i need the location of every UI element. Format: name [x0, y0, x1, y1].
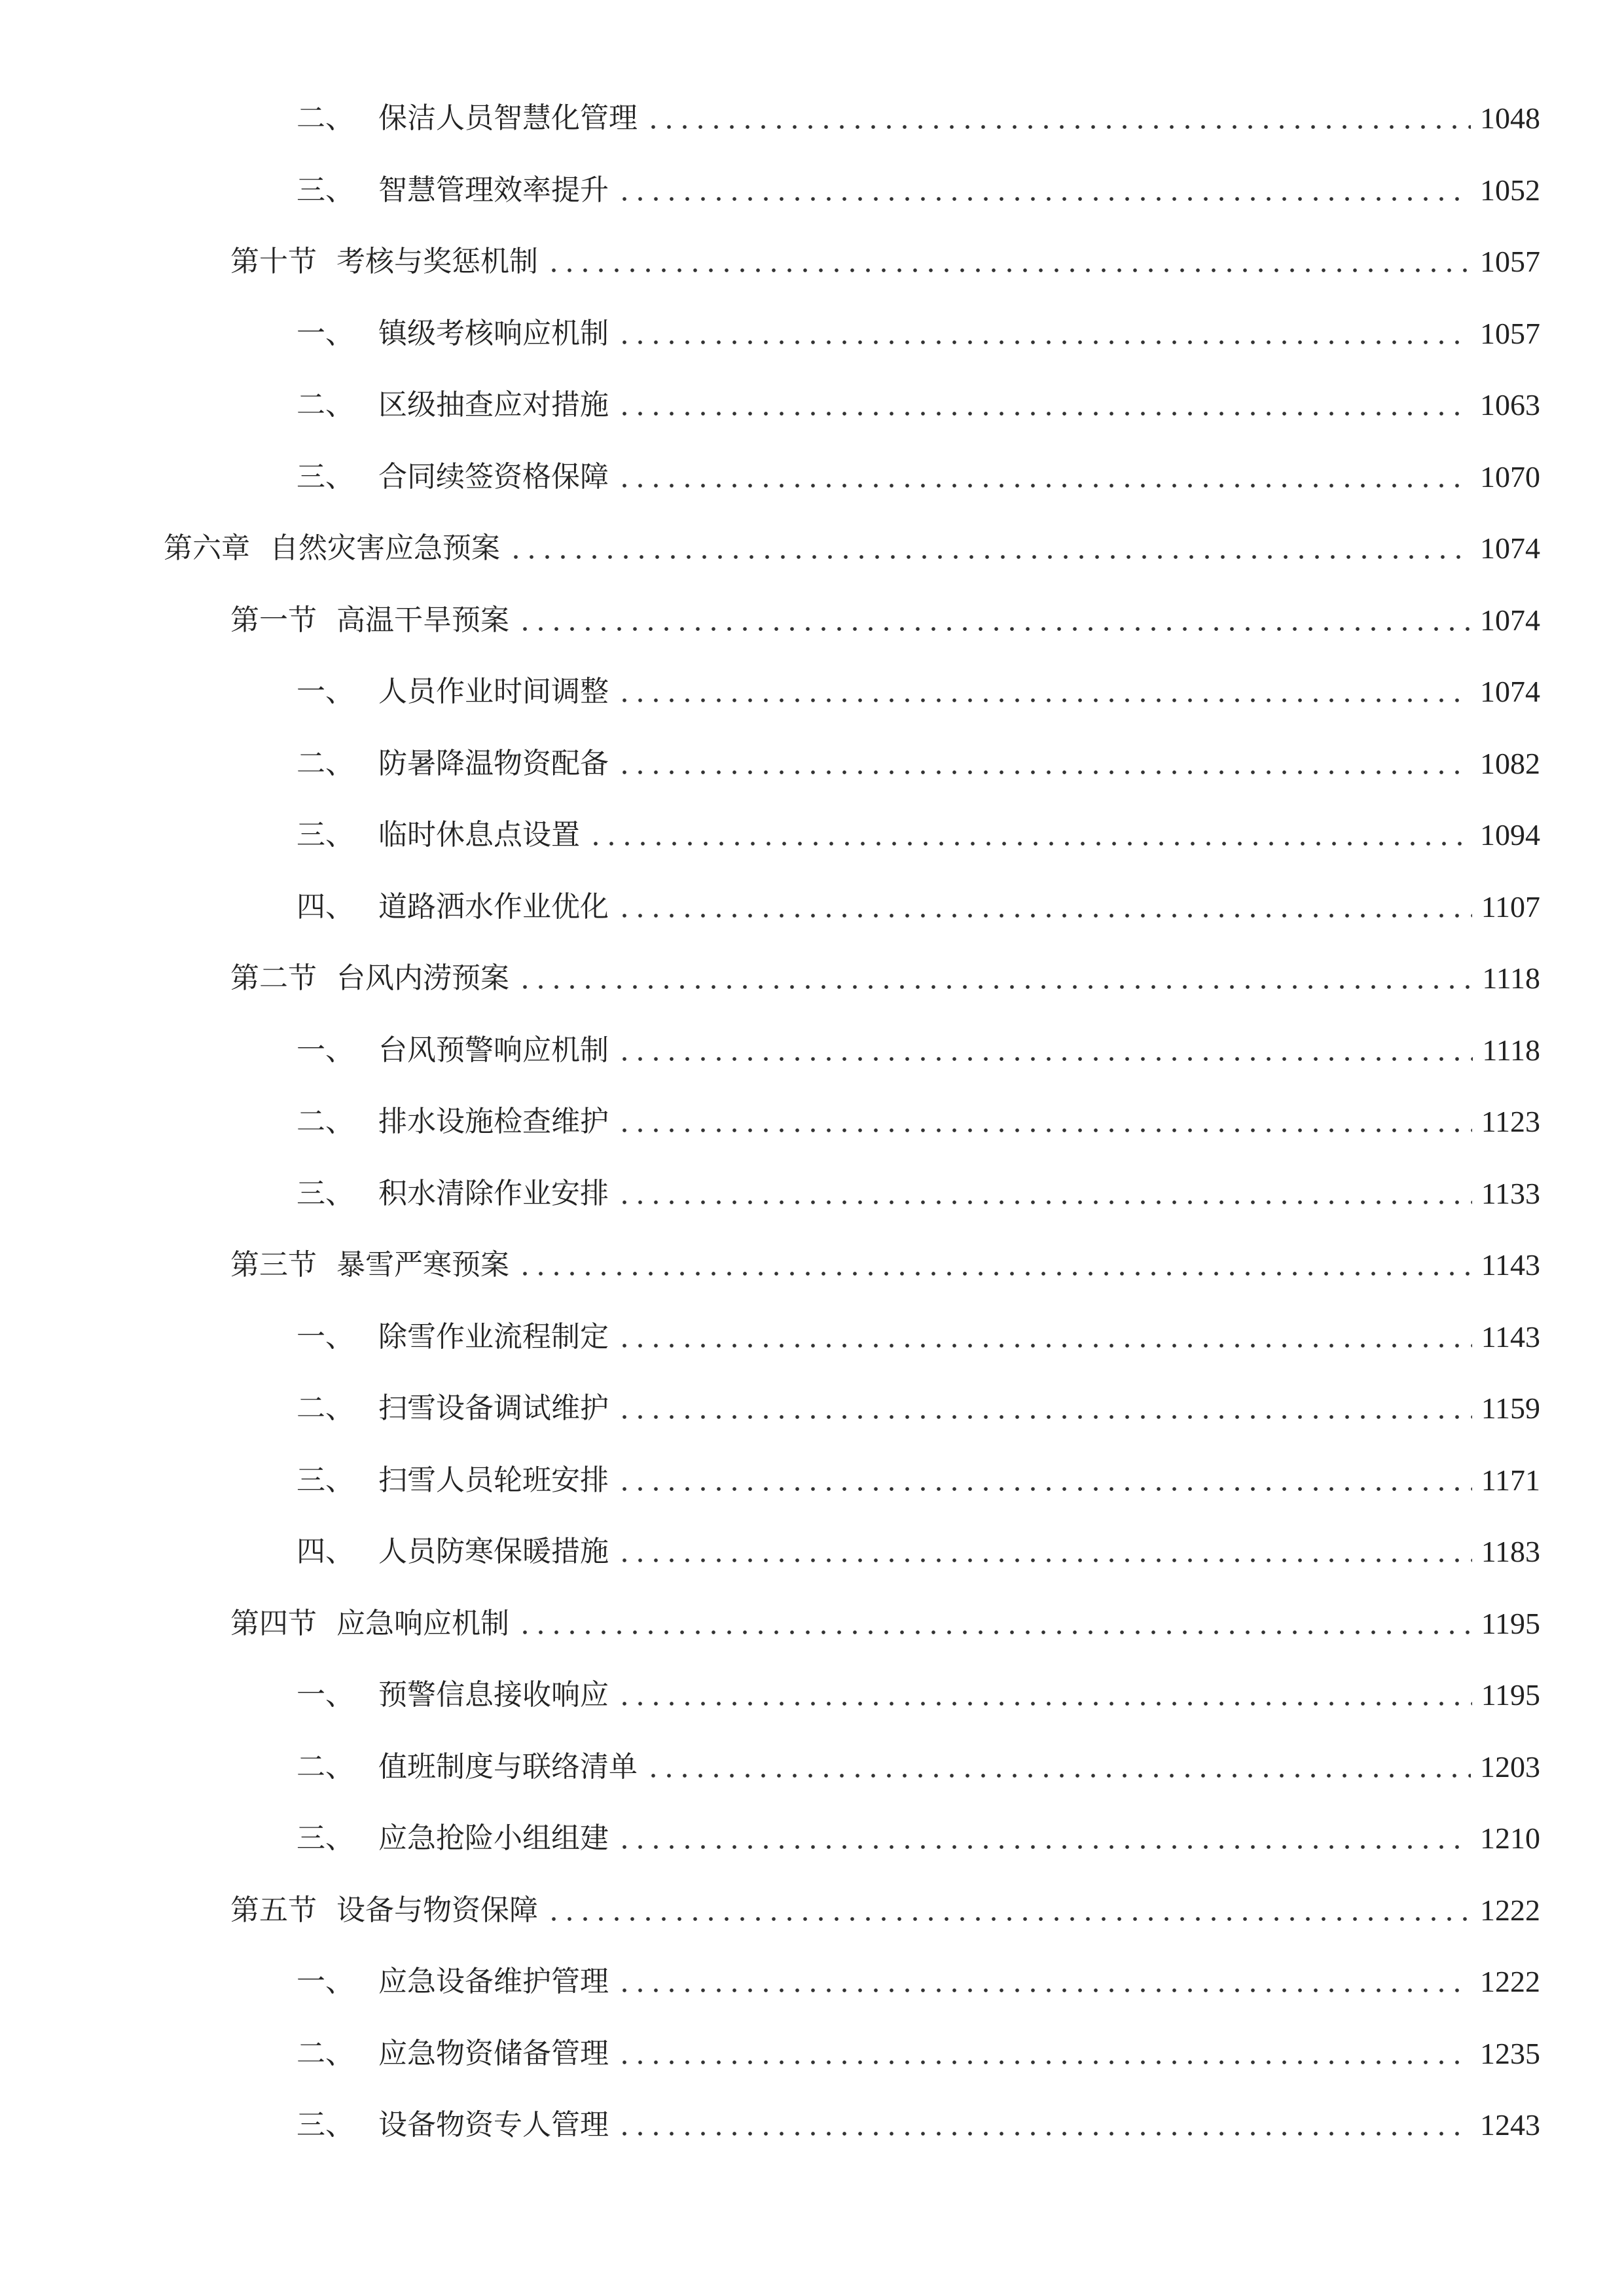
toc-subsection-entry[interactable] — [297, 308, 1540, 360]
toc-entry-number: 第三节 — [230, 1248, 317, 1282]
toc-entry-title: 暴雪严寒预案 — [336, 1248, 509, 1282]
toc-entry-title: 区级抽查应对措施 — [378, 388, 609, 422]
toc-chapter-entry[interactable] — [164, 522, 1540, 575]
toc-subsection-entry[interactable] — [297, 164, 1540, 217]
toc-entry-title: 扫雪人员轮班安排 — [378, 1463, 609, 1497]
toc-page-number: 1210 — [1480, 1821, 1540, 1855]
toc-dot-leader — [617, 1343, 1472, 1348]
toc-dot-leader — [617, 340, 1471, 345]
toc-section-entry[interactable] — [230, 1239, 1540, 1291]
toc-entry-number: 二、 — [297, 1105, 354, 1138]
toc-subsection-entry[interactable] — [297, 1024, 1540, 1077]
toc-page-number: 1048 — [1480, 101, 1540, 135]
toc-dot-leader — [645, 124, 1471, 130]
toc-dot-leader — [617, 1414, 1472, 1420]
toc-entry-title: 保洁人员智慧化管理 — [378, 101, 638, 135]
toc-entry-number: 一、 — [297, 675, 354, 708]
toc-section-entry[interactable] — [230, 952, 1540, 1005]
toc-page-number: 1074 — [1480, 603, 1540, 637]
toc-entry-title: 自然灾害应急预案 — [270, 531, 500, 565]
toc-subsection-entry[interactable] — [297, 1812, 1540, 1865]
toc-page-number: 1063 — [1480, 388, 1540, 422]
toc-entry-title: 值班制度与联络清单 — [378, 1750, 638, 1784]
toc-entry-number: 第十节 — [230, 245, 317, 278]
toc-entry-number: 二、 — [297, 388, 354, 422]
toc-entry-title: 合同续签资格保障 — [378, 460, 609, 493]
toc-dot-leader — [617, 1200, 1472, 1205]
toc-subsection-entry[interactable] — [297, 1382, 1540, 1435]
toc-dot-leader — [546, 1916, 1471, 1922]
toc-dot-leader — [517, 1630, 1472, 1635]
toc-page-number: 1070 — [1480, 460, 1540, 493]
toc-page-number: 1183 — [1481, 1535, 1540, 1568]
toc-subsection-entry[interactable] — [297, 379, 1540, 431]
toc-page-number: 1243 — [1480, 2108, 1540, 2142]
toc-subsection-entry[interactable] — [297, 2028, 1540, 2080]
toc-page-number: 1222 — [1480, 1965, 1540, 1998]
toc-entry-number: 二、 — [297, 1391, 354, 1425]
toc-dot-leader — [617, 698, 1471, 703]
toc-entry-title: 除雪作业流程制定 — [378, 1320, 609, 1354]
toc-dot-leader — [617, 1128, 1472, 1133]
toc-dot-leader — [617, 1056, 1473, 1062]
toc-dot-leader — [517, 626, 1471, 632]
toc-subsection-entry[interactable] — [297, 1741, 1540, 1793]
toc-subsection-entry[interactable] — [297, 809, 1540, 861]
toc-page-number: 1057 — [1480, 245, 1540, 278]
toc-section-entry[interactable] — [230, 594, 1540, 647]
toc-page-number: 1195 — [1481, 1607, 1540, 1640]
toc-page-number: 1203 — [1480, 1750, 1540, 1784]
toc-entry-title: 智慧管理效率提升 — [378, 173, 609, 207]
toc-entry-number: 一、 — [297, 1320, 354, 1354]
toc-entry-title: 扫雪设备调试维护 — [378, 1391, 609, 1425]
toc-entry-title: 排水设施检查维护 — [378, 1105, 609, 1138]
toc-entry-number: 一、 — [297, 1033, 354, 1067]
toc-page-number: 1159 — [1481, 1391, 1540, 1425]
toc-dot-leader — [617, 2131, 1471, 2136]
toc-entry-title: 防暑降温物资配备 — [378, 747, 609, 780]
toc-entry-number: 第二节 — [230, 961, 317, 995]
toc-entry-title: 应急抢险小组组建 — [378, 1821, 609, 1855]
toc-dot-leader — [588, 841, 1471, 846]
toc-dot-leader — [617, 483, 1471, 488]
toc-entry-number: 二、 — [297, 2037, 354, 2070]
toc-entry-title: 人员防寒保暖措施 — [378, 1535, 609, 1568]
toc-entry-number: 三、 — [297, 173, 354, 207]
toc-section-entry[interactable] — [230, 1598, 1540, 1650]
toc-dot-leader — [617, 1558, 1472, 1563]
toc-entry-title: 道路洒水作业优化 — [378, 890, 609, 924]
toc-dot-leader — [617, 1486, 1472, 1492]
toc-page-number: 1107 — [1481, 890, 1540, 924]
toc-dot-leader — [617, 770, 1471, 775]
toc-subsection-entry[interactable] — [297, 738, 1540, 790]
toc-page-number: 1074 — [1480, 531, 1540, 565]
toc-entry-number: 第一节 — [230, 603, 317, 637]
toc-entry-title: 镇级考核响应机制 — [378, 317, 609, 350]
toc-page-number: 1057 — [1480, 317, 1540, 350]
toc-entry-number: 二、 — [297, 1750, 354, 1784]
toc-entry-number: 四、 — [297, 890, 354, 924]
toc-entry-number: 三、 — [297, 460, 354, 493]
toc-entry-title: 人员作业时间调整 — [378, 675, 609, 708]
toc-page-number: 1118 — [1482, 1033, 1540, 1067]
toc-page-number: 1074 — [1480, 675, 1540, 708]
toc-subsection-entry[interactable] — [297, 1454, 1540, 1507]
toc-entry-number: 第六章 — [164, 531, 250, 565]
toc-page-number: 1143 — [1481, 1248, 1540, 1282]
toc-subsection-entry[interactable] — [297, 1168, 1540, 1220]
toc-entry-title: 应急物资储备管理 — [378, 2037, 609, 2070]
toc-entry-title: 高温干旱预案 — [336, 603, 509, 637]
toc-page-number: 1143 — [1481, 1320, 1540, 1354]
toc-entry-number: 第五节 — [230, 1893, 317, 1927]
toc-page-number: 1235 — [1480, 2037, 1540, 2070]
toc-entry-number: 三、 — [297, 1463, 354, 1497]
toc-entry-title: 设备与物资保障 — [336, 1893, 538, 1927]
toc-dot-leader — [517, 984, 1473, 990]
toc-entry-number: 三、 — [297, 1821, 354, 1855]
toc-dot-leader — [508, 554, 1471, 560]
toc-subsection-entry[interactable] — [297, 1096, 1540, 1148]
toc-entry-number: 二、 — [297, 747, 354, 780]
toc-entry-title: 台风预警响应机制 — [378, 1033, 609, 1067]
toc-entry-number: 一、 — [297, 1678, 354, 1712]
toc-page-number: 1195 — [1481, 1678, 1540, 1712]
toc-subsection-entry[interactable] — [297, 1956, 1540, 2008]
toc-section-entry[interactable] — [230, 236, 1540, 288]
toc-page-number: 1133 — [1481, 1177, 1540, 1210]
toc-entry-title: 临时休息点设置 — [378, 818, 580, 852]
toc-entry-title: 考核与奖惩机制 — [336, 245, 538, 278]
toc-entry-number: 二、 — [297, 101, 354, 135]
toc-entry-number: 一、 — [297, 317, 354, 350]
toc-subsection-entry[interactable] — [297, 881, 1540, 933]
toc-page-number: 1118 — [1482, 961, 1540, 995]
toc-entry-title: 应急响应机制 — [336, 1607, 509, 1640]
toc-entry-number: 三、 — [297, 1177, 354, 1210]
toc-entry-number: 一、 — [297, 1965, 354, 1998]
toc-dot-leader — [546, 268, 1471, 273]
toc-entry-title: 积水清除作业安排 — [378, 1177, 609, 1210]
toc-subsection-entry[interactable] — [297, 1311, 1540, 1363]
toc-dot-leader — [617, 411, 1471, 416]
toc-dot-leader — [617, 913, 1472, 918]
toc-subsection-entry[interactable] — [297, 451, 1540, 503]
toc-dot-leader — [617, 2060, 1471, 2065]
toc-page-number: 1094 — [1480, 818, 1540, 852]
toc-subsection-entry[interactable] — [297, 1669, 1540, 1721]
toc-entry-number: 第四节 — [230, 1607, 317, 1640]
toc-entry-title: 预警信息接收响应 — [378, 1678, 609, 1712]
toc-page-number: 1171 — [1481, 1463, 1540, 1497]
toc-dot-leader — [517, 1271, 1472, 1276]
toc-section-entry[interactable] — [230, 1884, 1540, 1937]
toc-page-number: 1082 — [1480, 747, 1540, 780]
toc-entry-title: 台风内涝预案 — [336, 961, 509, 995]
toc-entry-number: 四、 — [297, 1535, 354, 1568]
toc-entry-title: 应急设备维护管理 — [378, 1965, 609, 1998]
toc-dot-leader — [617, 1988, 1471, 1993]
toc-dot-leader — [645, 1773, 1471, 1778]
toc-entry-number: 三、 — [297, 818, 354, 852]
toc-page-number: 1052 — [1480, 173, 1540, 207]
toc-entry-title: 设备物资专人管理 — [378, 2108, 609, 2142]
toc-entry-number: 三、 — [297, 2108, 354, 2142]
toc-subsection-entry[interactable] — [297, 666, 1540, 718]
toc-dot-leader — [617, 1844, 1471, 1850]
toc-subsection-entry[interactable] — [297, 2099, 1540, 2151]
toc-dot-leader — [617, 1701, 1472, 1706]
toc-dot-leader — [617, 196, 1471, 202]
toc-page-number: 1222 — [1480, 1893, 1540, 1927]
toc-subsection-entry[interactable] — [297, 1526, 1540, 1578]
toc-subsection-entry[interactable] — [297, 92, 1540, 145]
toc-page-number: 1123 — [1481, 1105, 1540, 1138]
